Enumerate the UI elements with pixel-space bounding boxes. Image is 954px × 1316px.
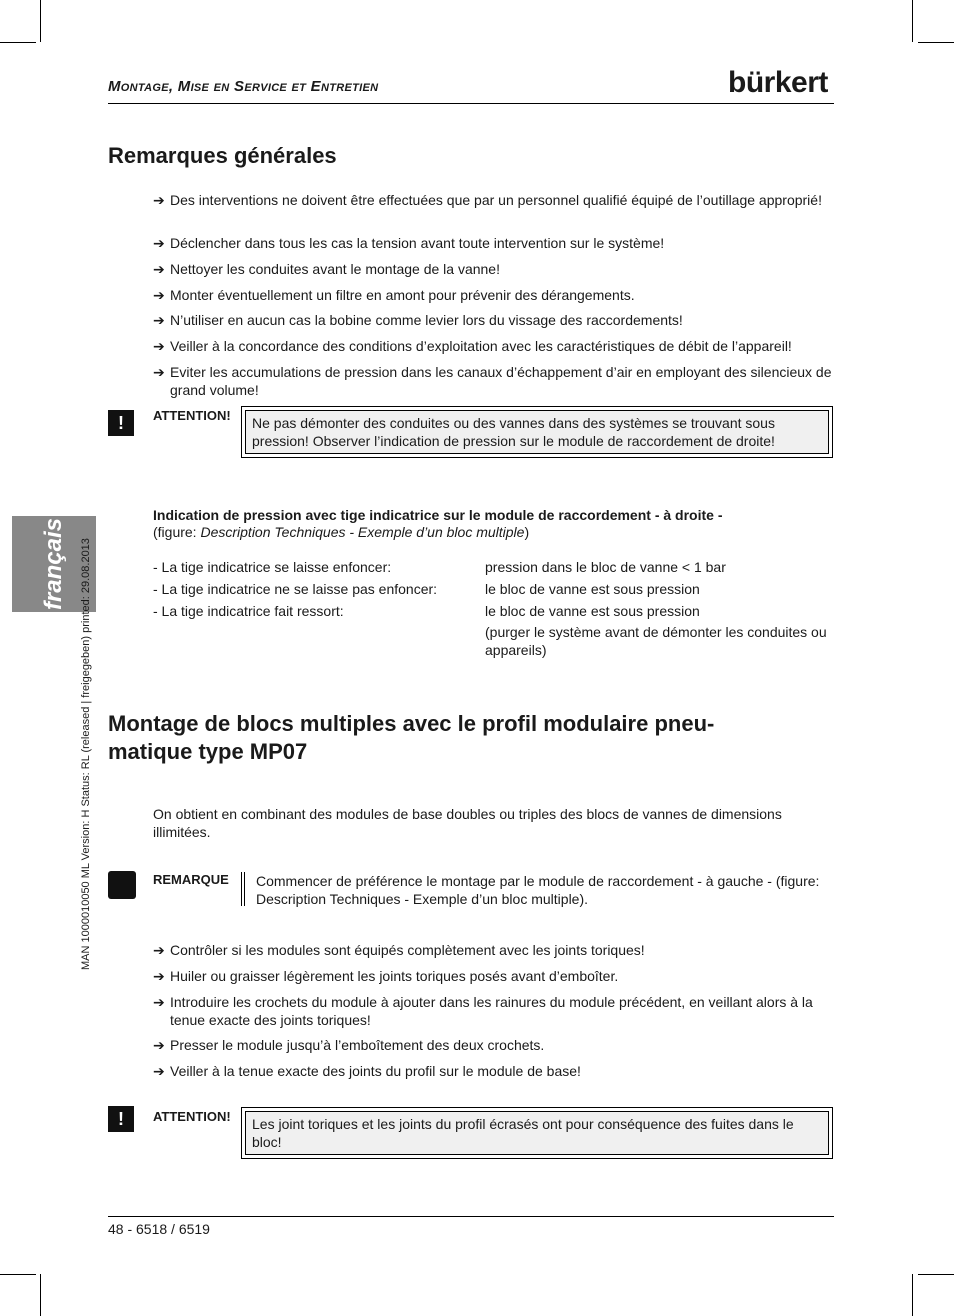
remark-label: REMARQUE — [153, 872, 229, 887]
remark-text: Commencer de préférence le montage par le module de raccordement - à gauche - (figure: Description Techniques - Exemple d’un bloc multiple). — [256, 873, 820, 907]
list-item: ➔ N’utiliser en aucun cas la bobine comme levier lors du vissage des raccordements! — [153, 312, 683, 328]
pressure-heading: Indication de pression avec tige indicatrice sur le module de raccordement - à droite - — [153, 507, 723, 523]
pressure-result: le bloc de vanne est sous pression — [485, 603, 700, 619]
crop-mark — [0, 1274, 36, 1275]
list-item: ➔ Veiller à la concordance des conditions d’exploitation avec les caractéristiques de débit de l’appareil! — [153, 338, 792, 354]
section-title: Remarques générales — [108, 143, 337, 168]
document-meta: MAN 1000010050 ML Version: H Status: RL (released | freigegeben) printed: 29.08.2013 — [80, 538, 92, 970]
remark-bar — [241, 872, 245, 906]
crop-mark — [912, 1274, 913, 1316]
attention-text: Les joint toriques et les joints du profil écrasés ont pour conséquence des fuites dans le bloc! — [245, 1111, 829, 1155]
pressure-condition: - La tige indicatrice se laisse enfoncer: — [153, 559, 392, 575]
list-item: ➔ Contrôler si les modules sont équipés complètement avec les joints toriques! — [153, 942, 645, 958]
pressure-result: pression dans le bloc de vanne < 1 bar — [485, 559, 726, 575]
figure-reference: (figure: Description Techniques - Exemple d’un bloc multiple) — [153, 524, 530, 540]
crop-mark — [40, 1274, 41, 1316]
attention-label: ATTENTION! — [153, 408, 231, 423]
attention-label: ATTENTION! — [153, 1109, 231, 1124]
list-item: ➔ Monter éventuellement un filtre en amont pour prévenir des dérangements. — [153, 287, 635, 303]
warning-icon: ! — [108, 410, 134, 436]
crop-mark — [40, 0, 41, 42]
list-item: ➔ Veiller à la tenue exacte des joints du profil sur le module de base! — [153, 1063, 581, 1079]
language-tab-label: français — [40, 517, 67, 611]
crop-mark — [912, 0, 913, 42]
section-intro: On obtient en combinant des modules de base doubles ou triples des blocs de vannes de dimensions illimitées. — [153, 806, 782, 840]
list-item: ➔ Déclencher dans tous les cas la tension avant toute intervention sur le système! — [153, 235, 665, 251]
pressure-note: (purger le système avant de démonter les conduites ou appareils) — [485, 624, 827, 658]
attention-box — [241, 406, 833, 458]
crop-mark — [918, 1274, 954, 1275]
pressure-condition: - La tige indicatrice ne se laisse pas enfoncer: — [153, 581, 438, 597]
pressure-condition: - La tige indicatrice fait ressort: — [153, 603, 344, 619]
footer-rule — [108, 1216, 834, 1217]
attention-box — [241, 1107, 833, 1159]
crop-mark — [918, 42, 954, 43]
list-item: ➔ Nettoyer les conduites avant le montage de la vanne! — [153, 261, 500, 277]
page-number: 48 - 6518 / 6519 — [108, 1221, 210, 1237]
section-title: Montage de blocs multiples avec le profil modulaire pneu- matique type MP07 — [108, 711, 715, 764]
warning-icon: ! — [108, 1106, 134, 1132]
crop-mark — [0, 42, 36, 43]
attention-text: Ne pas démonter des conduites ou des vannes dans des systèmes se trouvant sous pression! Observer l’indication de pression sur le module de raccordement de droite! — [245, 410, 829, 454]
brand-logo: bürkert — [728, 66, 828, 99]
pressure-result: le bloc de vanne est sous pression — [485, 581, 700, 597]
hand-note-icon — [108, 871, 136, 899]
list-item: ➔ Des interventions ne doivent être effectuées que par un personnel qualifié équipé de l’outillage approprié! — [153, 192, 822, 208]
list-item: ➔ Eviter les accumulations de pression dans les canaux d’échappement d’air en employant des silencieux de grand volume! — [153, 364, 832, 398]
header-rule — [108, 103, 834, 104]
list-item: ➔ Presser le module jusqu’à l’emboîtement des deux crochets. — [153, 1037, 545, 1053]
chapter-title: Montage, Mise en Service et Entretien — [108, 78, 379, 95]
list-item: ➔ Huiler ou graisser légèrement les joints toriques posés avant d’emboîter. — [153, 968, 619, 984]
list-item: ➔ Introduire les crochets du module à ajouter dans les rainures du module précédent, en veillant alors à la tenue exacte des joints toriques! — [153, 994, 813, 1028]
